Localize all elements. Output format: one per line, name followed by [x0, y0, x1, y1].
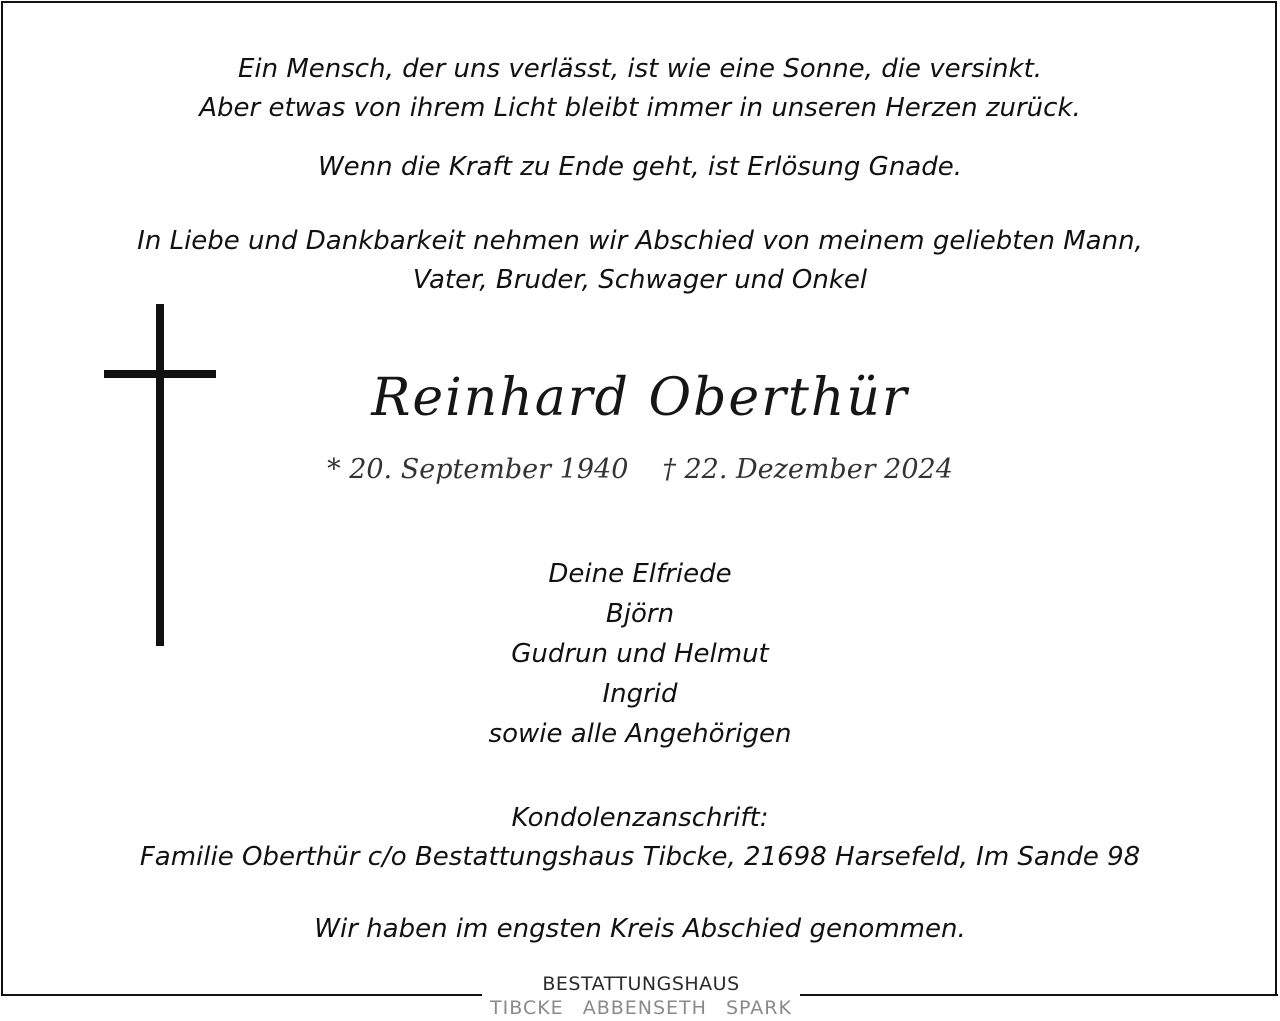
mourner-1: Deine Elfriede [548, 559, 732, 589]
condolence-address: Familie Oberthür c/o Bestattungshaus Tibcke, 21698 Harsefeld, Im Sande 98 [139, 842, 1141, 872]
mourner-3: Gudrun und Helmut [511, 639, 769, 669]
verse-line-1: Ein Mensch, der uns verlässt, ist wie eine Sonne, die versinkt. [237, 54, 1043, 84]
logo-locations: TIBCKE ABBENSETH SPARK [490, 997, 792, 1019]
funeral-home-logo [482, 970, 800, 1021]
death-date: † 22. Dezember 2024 [662, 454, 953, 485]
logo-title: BESTATTUNGSHAUS [542, 973, 740, 995]
bottom-rule-right [800, 994, 1278, 996]
condolence-label: Kondolenzanschrift: [511, 803, 769, 833]
closing-line: Wir haben im engsten Kreis Abschied genommen. [314, 914, 966, 944]
mourner-5: sowie alle Angehörigen [488, 719, 792, 749]
intro-line-2: Vater, Bruder, Schwager und Onkel [412, 265, 868, 295]
mourner-4: Ingrid [602, 679, 678, 709]
bottom-rule-left [1, 994, 482, 996]
life-dates [300, 452, 980, 488]
verse-line-3: Wenn die Kraft zu Ende geht, ist Erlösung Gnade. [317, 152, 963, 182]
deceased-name: Reinhard Oberthür [371, 368, 909, 428]
mourner-2: Björn [605, 599, 675, 629]
birth-date: * 20. September 1940 [327, 454, 629, 485]
cross-icon [104, 304, 216, 646]
intro-line-1: In Liebe und Dankbarkeit nehmen wir Abschied von meinem geliebten Mann, [137, 226, 1143, 256]
verse-line-2: Aber etwas von ihrem Licht bleibt immer in unseren Herzen zurück. [199, 93, 1081, 123]
